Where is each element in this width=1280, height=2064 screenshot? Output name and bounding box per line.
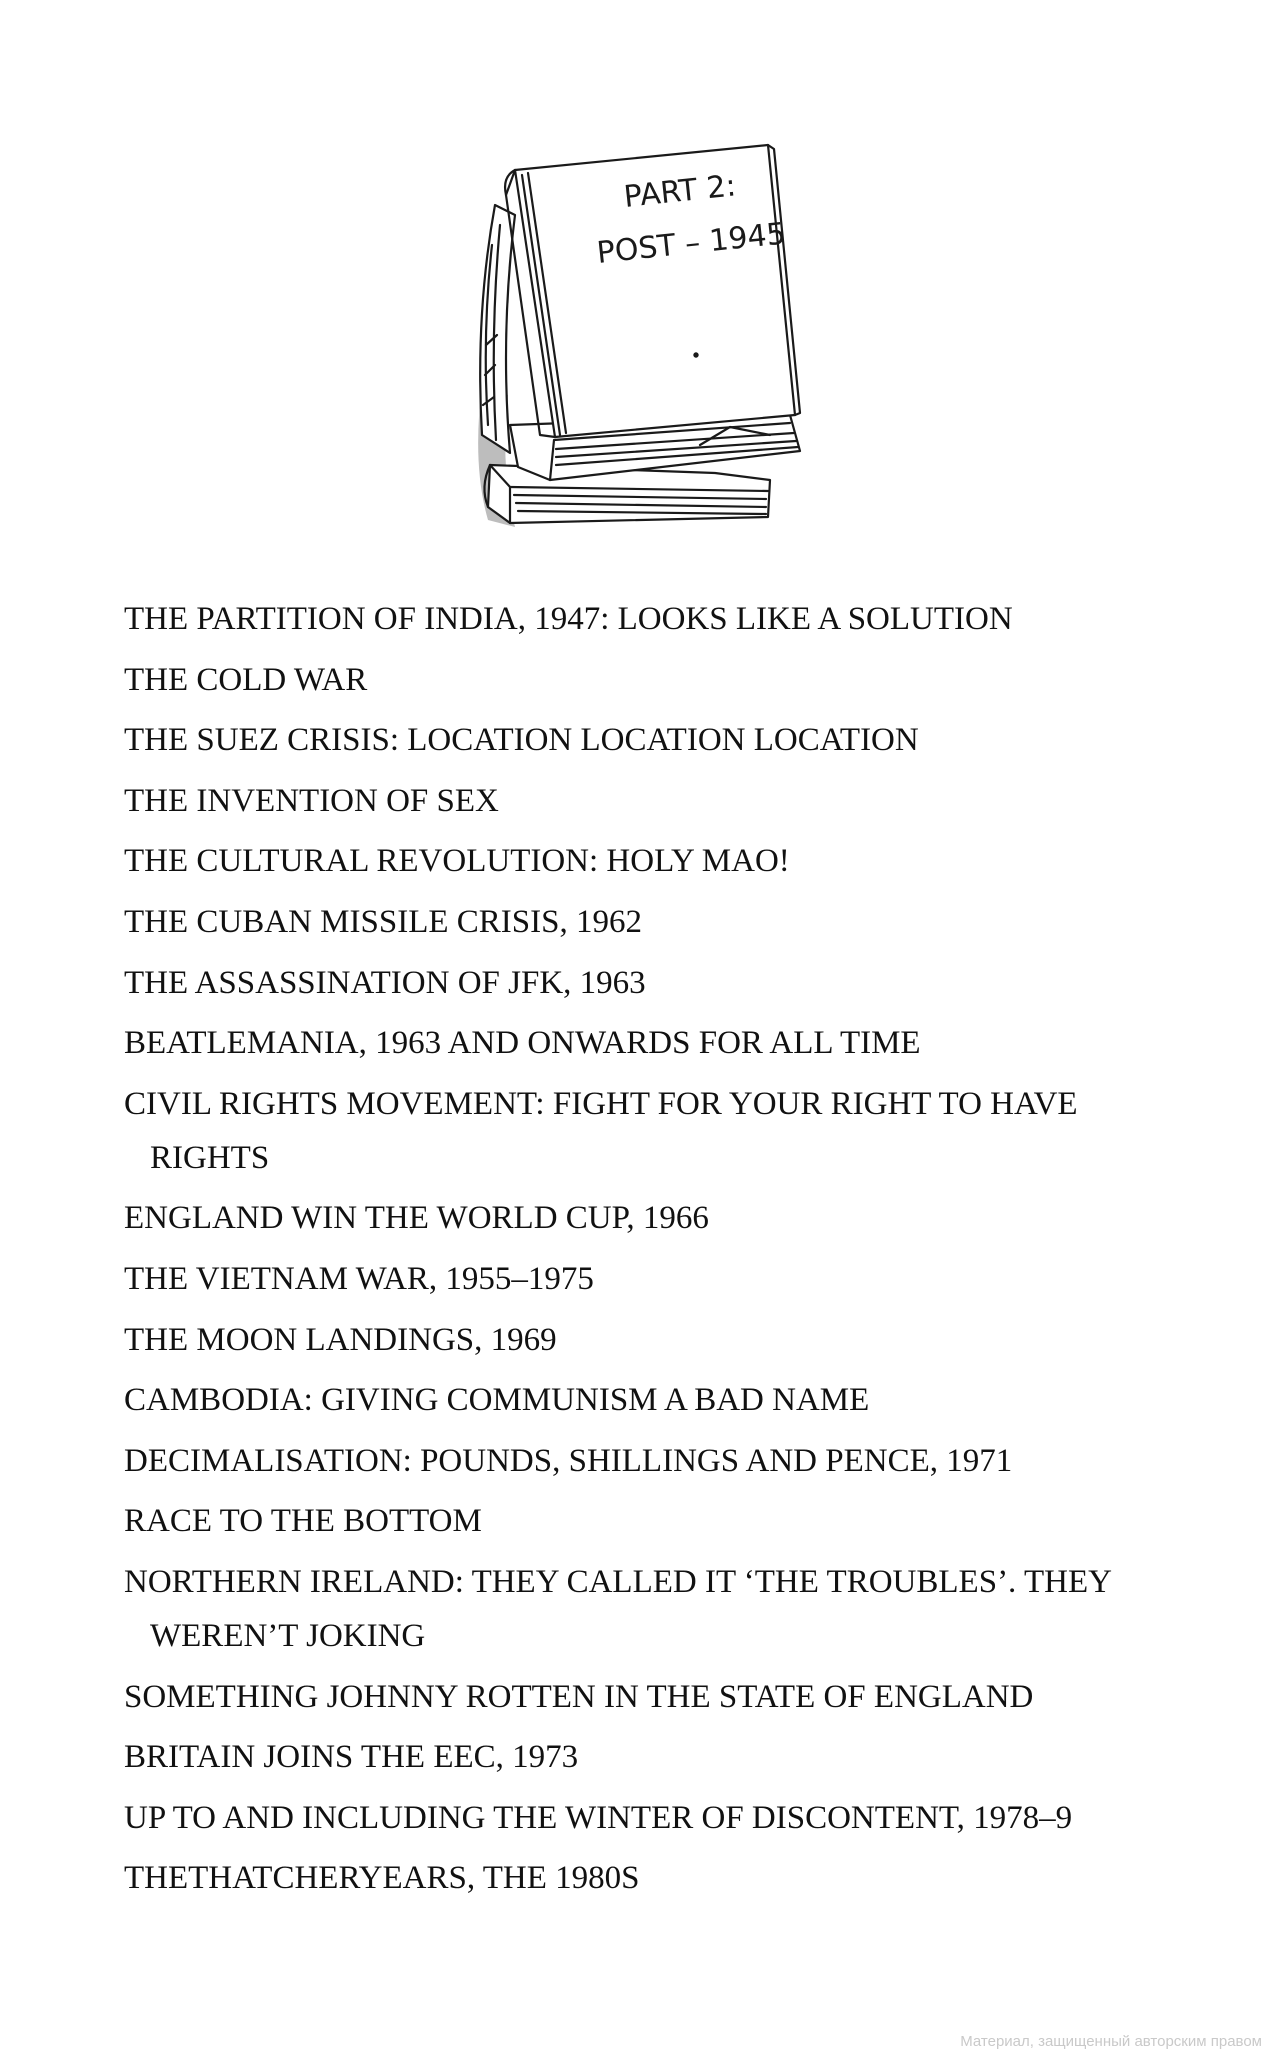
- book-cover-label-line2: POST – 1945: [595, 216, 788, 271]
- toc-entry[interactable]: UP TO AND INCLUDING THE WINTER OF DISCONTENT, 1978–9: [124, 1799, 1073, 1836]
- toc-entry[interactable]: THE ASSASSINATION OF JFK, 1963: [124, 964, 646, 1001]
- toc-entry[interactable]: SOMETHING JOHNNY ROTTEN IN THE STATE OF ENGLAND: [124, 1678, 1034, 1715]
- toc-entry[interactable]: NORTHERN IRELAND: THEY CALLED IT ‘THE TROUBLES’. THEY WEREN’T JOKING: [124, 1563, 1111, 1654]
- toc-entry[interactable]: RACE TO THE BOTTOM: [124, 1503, 482, 1540]
- toc-entry[interactable]: DECIMALISATION: POUNDS, SHILLINGS AND PENCE, 1971: [124, 1442, 1013, 1479]
- toc-entry[interactable]: THETHATCHERYEARS, THE 1980S: [124, 1860, 640, 1897]
- toc-entry[interactable]: THE VIETNAM WAR, 1955–1975: [124, 1260, 594, 1297]
- toc-entry[interactable]: THE COLD WAR: [124, 661, 368, 698]
- toc-entry[interactable]: BEATLEMANIA, 1963 AND ONWARDS FOR ALL TIME: [124, 1025, 921, 1062]
- toc-entry[interactable]: CAMBODIA: GIVING COMMUNISM A BAD NAME: [124, 1382, 870, 1419]
- toc-entry[interactable]: CIVIL RIGHTS MOVEMENT: FIGHT FOR YOUR RIGHT TO HAVE RIGHTS: [124, 1085, 1078, 1176]
- toc-entry[interactable]: THE INVENTION OF SEX: [124, 782, 499, 819]
- toc-entry[interactable]: THE PARTITION OF INDIA, 1947: LOOKS LIKE A SOLUTION: [124, 601, 1013, 637]
- copyright-watermark: Материал, защищенный авторским правом: [960, 2033, 1262, 2050]
- toc-entry[interactable]: THE CULTURAL REVOLUTION: HOLY MAO!: [124, 843, 790, 880]
- book-cover-label-line1: PART 2:: [622, 168, 738, 215]
- book-stack-illustration: [470, 135, 830, 535]
- table-of-contents: [124, 592, 1184, 1912]
- toc-entry[interactable]: BRITAIN JOINS THE EEC, 1973: [124, 1739, 579, 1776]
- toc-entry[interactable]: THE CUBAN MISSILE CRISIS, 1962: [124, 903, 642, 940]
- toc-entry[interactable]: THE SUEZ CRISIS: LOCATION LOCATION LOCATION: [124, 722, 919, 759]
- toc-entry[interactable]: THE MOON LANDINGS, 1969: [124, 1321, 557, 1358]
- toc-entry[interactable]: ENGLAND WIN THE WORLD CUP, 1966: [124, 1200, 709, 1237]
